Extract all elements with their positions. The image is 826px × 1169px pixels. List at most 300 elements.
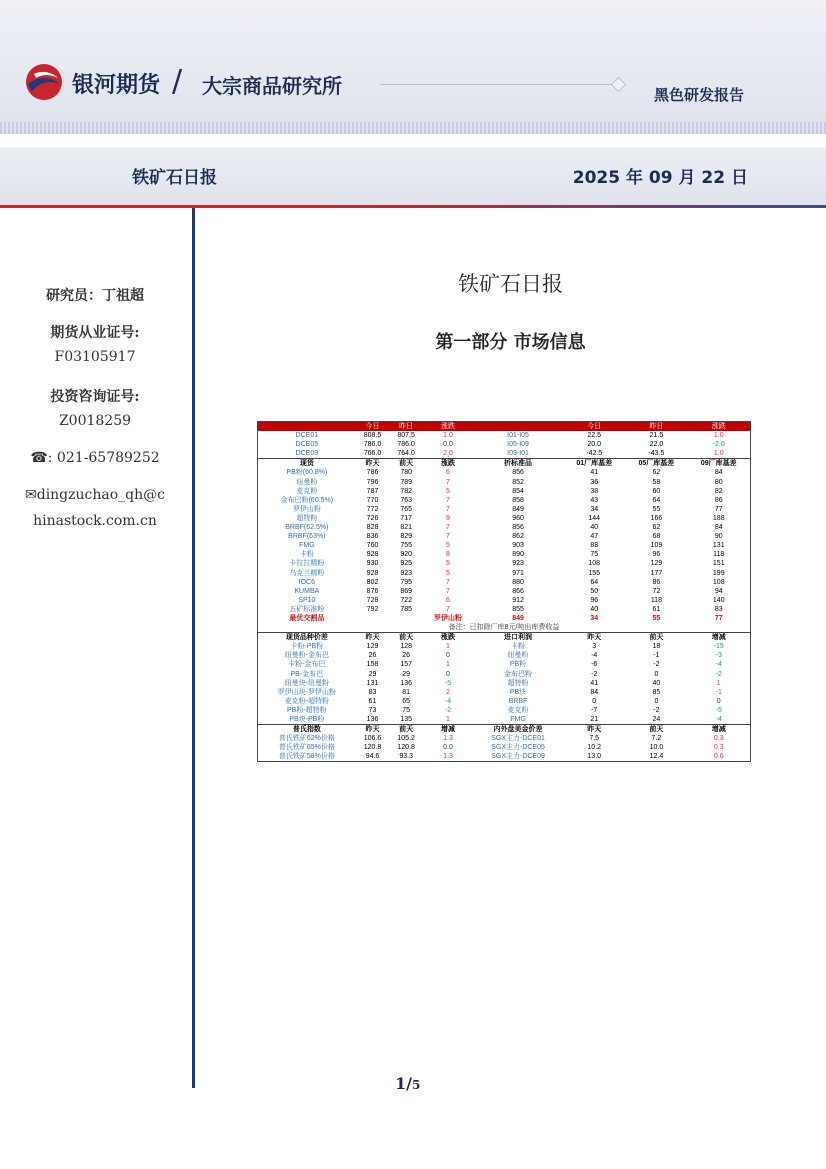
table-cell: 77 <box>714 505 723 513</box>
table-cell: 68 <box>652 533 661 541</box>
table-cell: 772 <box>366 505 379 513</box>
table-cell: -2 <box>591 670 598 678</box>
table-note: 备注：已扣除厂库8元/吨出库费收益 <box>448 624 560 632</box>
table-row <box>258 431 751 440</box>
table-cell: -4 <box>715 661 722 669</box>
table-cell: 726 <box>366 514 379 522</box>
table-cell: 47 <box>590 533 599 541</box>
table-cell: IOC6 <box>298 578 316 586</box>
table-cell: 65 <box>402 697 411 705</box>
table-cell: -4 <box>715 716 722 723</box>
column-header: 今日 <box>356 422 390 432</box>
email-line-2[interactable]: hinastock.com.cn <box>33 513 157 529</box>
table-cell: BRBF <box>508 697 528 705</box>
table-cell: 136 <box>400 679 412 687</box>
table-cell: 金布巴粉 <box>504 670 533 678</box>
table-cell: 140 <box>712 596 725 604</box>
page-total: 5 <box>411 1078 421 1092</box>
table-cell: 1.0 <box>443 432 453 440</box>
qualification-number: F03105917 <box>54 349 136 365</box>
table-cell: -2 <box>653 706 660 714</box>
column-header: 涨跌 <box>423 459 473 469</box>
column-header <box>473 422 563 432</box>
band-title: 铁矿石日报 <box>132 168 217 188</box>
table-row <box>258 715 751 725</box>
table-cell: SP10 <box>298 596 316 604</box>
email-line-1[interactable]: ✉dingzuchao_qh@c <box>25 487 165 503</box>
table-cell: 纽曼粉 <box>507 652 529 660</box>
qualification-label: 期货从业证号: <box>50 325 140 341</box>
column-header: 昨日 <box>625 422 687 432</box>
table-cell: 0.3 <box>713 744 724 752</box>
table-cell: 0.0 <box>443 441 453 449</box>
table-row <box>258 752 751 762</box>
table-cell: 普氏铁矿58%价格 <box>278 753 335 761</box>
table-cell: 50 <box>590 587 599 595</box>
table-cell: 0 <box>654 697 659 705</box>
table-row <box>258 743 751 752</box>
table-cell: PB粉 <box>509 661 527 669</box>
table-cell: 829 <box>400 533 412 541</box>
table-cell: 75 <box>402 706 411 714</box>
table-cell: 40 <box>590 524 599 532</box>
table-cell: 7 <box>446 587 450 595</box>
institute-name: 大宗商品研究所 <box>202 74 342 98</box>
column-header: 涨跌 <box>423 422 473 432</box>
column-header: 前天 <box>389 725 423 735</box>
table-cell: 96 <box>590 596 599 604</box>
table-row <box>258 605 751 614</box>
table-cell: 0 <box>654 670 659 678</box>
table-cell: 131 <box>366 679 379 687</box>
table-cell: 90 <box>714 533 723 541</box>
table-cell: -42.5 <box>586 450 603 458</box>
column-header: 现货 <box>258 459 356 469</box>
table-cell: 858 <box>512 496 524 504</box>
table-cell: 纽曼块-纽曼粉 <box>284 679 330 687</box>
table-cell: 64 <box>652 496 661 504</box>
table-cell: 84 <box>714 469 723 477</box>
table-cell: 923 <box>400 569 412 577</box>
table-cell: DCE05 <box>295 441 319 449</box>
table-cell: -5 <box>715 706 722 714</box>
table-row <box>258 541 751 550</box>
table-cell: 856 <box>512 524 524 532</box>
best-cell: 849 <box>512 614 524 622</box>
column-header <box>258 422 356 432</box>
table-cell: PB块-PB粉 <box>289 716 325 723</box>
column-header: 昨日 <box>389 422 423 432</box>
table-cell: 22.5 <box>587 432 602 440</box>
table-cell: 麦克粉 <box>507 706 529 714</box>
table-cell: 188 <box>712 514 725 522</box>
column-header: 涨跌 <box>688 422 751 432</box>
galaxy-logo-icon <box>24 62 64 102</box>
table-row <box>258 688 751 697</box>
table-cell: 821 <box>400 524 412 532</box>
table-cell: 8 <box>446 551 450 559</box>
table-cell: 62 <box>652 524 661 532</box>
table-cell: -6 <box>591 661 598 669</box>
report-date: 2025 年 09 月 22 日 <box>572 168 748 188</box>
table-cell: 10.0 <box>649 744 664 752</box>
table-row <box>258 550 751 559</box>
table-row <box>258 468 751 477</box>
table-cell: 61 <box>368 697 377 705</box>
table-cell: 13.0 <box>587 753 602 761</box>
table-cell: 0.0 <box>443 744 453 752</box>
table-cell: 75 <box>590 551 599 559</box>
table-cell: 869 <box>400 587 412 595</box>
table-cell: 849 <box>512 505 524 513</box>
table-cell: I05-I09 <box>507 441 529 449</box>
table-cell: FMG <box>510 716 526 723</box>
table-cell: 854 <box>512 487 524 495</box>
table-cell: 136 <box>366 716 379 723</box>
table-cell: -2.0 <box>712 441 725 449</box>
table-row <box>258 496 751 505</box>
table-cell: 157 <box>400 661 412 669</box>
best-cell: 34 <box>590 614 599 622</box>
table-row <box>258 679 751 688</box>
column-header: 昨天 <box>563 725 625 735</box>
table-cell: 卡粉-PB粉 <box>290 643 324 651</box>
table-cell: 120.8 <box>397 744 415 752</box>
table-header-row <box>258 633 751 643</box>
table-cell: 40 <box>590 605 599 613</box>
table-cell: 795 <box>400 578 412 586</box>
table-cell: 普氏铁矿65%价格 <box>278 744 335 752</box>
table-row <box>258 660 751 669</box>
table-cell: 0.6 <box>713 753 724 761</box>
table-cell: 766.0 <box>363 450 382 458</box>
table-cell: 5 <box>446 569 450 577</box>
table-cell: 808.5 <box>363 432 382 440</box>
table-cell: 1.3 <box>443 753 453 761</box>
table-cell: 29 <box>402 670 411 678</box>
table-cell: 785 <box>400 605 412 613</box>
table-cell: -3 <box>715 652 722 660</box>
table-cell: 38 <box>590 487 599 495</box>
best-cell: 77 <box>714 614 723 622</box>
table-cell: 29 <box>368 670 377 678</box>
table-cell: 128 <box>400 643 412 651</box>
table-cell: 786.0 <box>363 441 382 449</box>
table-cell: 84 <box>714 524 723 532</box>
table-cell: 0 <box>446 652 450 660</box>
table-cell: -15 <box>713 643 724 651</box>
table-cell: 177 <box>650 569 663 577</box>
table-cell: 3 <box>592 643 597 651</box>
table-cell: 155 <box>588 569 601 577</box>
table-row <box>258 734 751 743</box>
table-cell: 5 <box>446 560 450 568</box>
table-cell: 912 <box>512 596 524 604</box>
table-row <box>258 505 751 514</box>
table-cell: 151 <box>712 560 725 568</box>
column-header: 现货品种价差 <box>258 633 356 643</box>
table-cell: 10.2 <box>587 744 602 752</box>
table-cell: BRBF(62.5%) <box>285 524 329 532</box>
table-cell: 卡粉 <box>299 551 314 559</box>
table-cell: 21 <box>590 716 599 723</box>
table-cell: -2 <box>715 670 722 678</box>
table-cell: 118 <box>650 596 662 604</box>
table-cell: 199 <box>712 569 725 577</box>
column-header: 前天 <box>625 633 687 643</box>
table-cell: 135 <box>400 716 412 723</box>
table-cell: 88 <box>590 542 599 550</box>
table-cell: 755 <box>400 542 412 550</box>
table-cell: 0 <box>716 697 721 705</box>
table-cell: 58 <box>652 478 661 486</box>
column-header: 昨天 <box>356 459 390 469</box>
table-cell: 928 <box>366 551 379 559</box>
table-cell: PB块 <box>509 688 527 696</box>
table-cell: 卡拉拉精粉 <box>289 560 325 568</box>
table-cell: 166 <box>650 514 663 522</box>
table-cell: 770 <box>366 496 379 504</box>
table-cell: 866 <box>512 587 524 595</box>
table-cell: DCE09 <box>295 450 319 458</box>
table-cell: 1 <box>446 661 450 669</box>
table-cell: 118 <box>713 551 725 559</box>
table-cell: 罗伊山块-罗伊山粉 <box>277 688 337 696</box>
table-cell: 764.0 <box>397 450 415 458</box>
table-cell: 7.5 <box>589 735 600 743</box>
phone-number: ☎: 021-65789252 <box>30 450 160 466</box>
table-cell: 60 <box>652 487 661 495</box>
table-row <box>258 523 751 532</box>
table-cell: SGX主力-DCE01 <box>491 735 545 743</box>
table-cell: 920 <box>400 551 412 559</box>
table-cell: 84 <box>590 688 599 696</box>
section-heading: 第一部分 市场信息 <box>435 332 586 353</box>
table-row <box>258 706 751 715</box>
researcher-name: 研究员：丁祖超 <box>46 288 144 304</box>
table-cell: -2 <box>653 661 660 669</box>
column-header: 昨天 <box>356 725 390 735</box>
table-row <box>258 651 751 660</box>
table-cell: 856 <box>512 469 524 477</box>
table-cell: 925 <box>400 560 412 568</box>
best-delivery-row <box>258 614 751 623</box>
report-header <box>0 0 826 128</box>
table-cell: 5 <box>446 487 450 495</box>
header-stripe <box>0 122 826 134</box>
table-row <box>258 559 751 568</box>
best-cell: 55 <box>652 614 661 622</box>
investment-number: Z0018259 <box>58 413 132 429</box>
table-row <box>258 440 751 449</box>
table-cell: 7 <box>446 578 450 586</box>
table-cell: PB-金布巴 <box>290 670 324 678</box>
column-header: 昨天 <box>356 633 390 643</box>
table-cell: PB粉(60.8%) <box>286 469 328 477</box>
table-cell: 9 <box>446 514 450 522</box>
table-header-row <box>258 459 751 469</box>
table-cell: 960 <box>512 514 524 522</box>
column-header: 01厂库基差 <box>563 459 625 469</box>
table-cell: 21.5 <box>649 432 664 440</box>
table-cell: I09-I01 <box>507 450 529 458</box>
table-cell: BRBF(63%) <box>288 533 326 541</box>
table-cell: 2.0 <box>443 450 453 458</box>
table-cell: -4 <box>444 697 452 705</box>
note-row <box>258 623 751 633</box>
column-header: 09厂库基差 <box>688 459 751 469</box>
column-header: 增减 <box>688 725 751 735</box>
table-cell: 73 <box>368 706 377 714</box>
table-cell: 36 <box>590 478 599 486</box>
table-cell: 34 <box>590 505 599 513</box>
table-cell: 5 <box>446 542 450 550</box>
table-cell: 94 <box>714 587 723 595</box>
table-cell: -4 <box>591 652 598 660</box>
column-header: 前天 <box>625 725 687 735</box>
column-header: 增减 <box>423 725 473 735</box>
report-type: 黑色研发报告 <box>654 86 745 104</box>
table-cell: 792 <box>366 605 379 613</box>
table-row <box>258 697 751 706</box>
table-cell: 0 <box>446 670 450 678</box>
header-divider <box>0 205 826 208</box>
table-cell: 41 <box>590 469 599 477</box>
table-cell: 86 <box>714 496 723 504</box>
page-number <box>395 1074 420 1093</box>
best-cell <box>356 614 390 623</box>
table-cell: 卡粉-金布巴 <box>288 661 326 669</box>
table-cell: 105.2 <box>397 735 415 743</box>
table-cell: 1.0 <box>713 450 724 458</box>
table-cell: 106.6 <box>363 735 382 743</box>
table-cell: 62 <box>652 469 661 477</box>
table-cell: 880 <box>512 578 524 586</box>
table-cell: SGX主力-DCE05 <box>491 744 545 752</box>
table-row <box>258 514 751 523</box>
table-cell: 81 <box>402 688 411 696</box>
table-cell: 855 <box>512 605 524 613</box>
table-cell: 6 <box>446 469 450 477</box>
table-cell: -1 <box>653 652 660 660</box>
table-cell: 789 <box>400 478 412 486</box>
table-cell: 7.2 <box>651 735 662 743</box>
table-cell: 763 <box>400 496 412 504</box>
table-cell: 1.0 <box>713 432 724 440</box>
column-header: 今日 <box>563 422 625 432</box>
market-info-table <box>257 421 751 762</box>
table-cell: 麦克粉-超特粉 <box>284 697 330 705</box>
best-cell: 最优交割品 <box>289 614 325 622</box>
table-cell: 7 <box>446 524 450 532</box>
table-cell: -43.5 <box>648 450 665 458</box>
table-cell: 1.3 <box>443 735 453 743</box>
table-cell: 40 <box>652 679 661 687</box>
table-cell: 876 <box>366 587 379 595</box>
table-cell: 85 <box>652 688 661 696</box>
table-cell: 86 <box>652 578 661 586</box>
table-cell: 1 <box>716 679 721 687</box>
table-cell: 24 <box>652 716 661 723</box>
table-cell: -5 <box>444 679 452 687</box>
table-cell: 129 <box>650 560 663 568</box>
table-cell: 1 <box>446 643 450 651</box>
table-cell: 108 <box>588 560 601 568</box>
table-cell: 12.4 <box>649 753 664 761</box>
table-cell: 765 <box>400 505 412 513</box>
table-cell: 7 <box>446 496 450 504</box>
table-cell: 131 <box>712 542 725 550</box>
best-cell <box>389 614 423 623</box>
table-row <box>258 532 751 541</box>
table-cell: 43 <box>590 496 599 504</box>
page-title: 铁矿石日报 <box>458 272 563 296</box>
table-cell: 120.8 <box>363 744 382 752</box>
table-cell: 928 <box>366 569 379 577</box>
table-header-row <box>258 725 751 735</box>
table-row <box>258 670 751 679</box>
table-row <box>258 587 751 596</box>
table-cell: 22.0 <box>649 441 664 449</box>
brand-separator: / <box>172 64 183 99</box>
table-cell: 6 <box>446 596 450 604</box>
page-current: 1/ <box>395 1074 412 1093</box>
table-row <box>258 578 751 587</box>
table-cell: 786.0 <box>397 441 415 449</box>
table-cell: 2 <box>446 688 450 696</box>
table-cell: 787 <box>366 487 379 495</box>
table-cell: 94.6 <box>365 753 380 761</box>
table-row <box>258 642 751 651</box>
table-cell: 罗伊山粉 <box>292 505 321 513</box>
table-cell: -2 <box>444 706 452 714</box>
table-cell: 717 <box>400 514 412 522</box>
table-cell: I01-I05 <box>507 432 529 440</box>
table-cell: SGX主力-DCE09 <box>491 753 545 761</box>
table-cell: 930 <box>366 560 379 568</box>
table-row <box>258 569 751 578</box>
table-cell: 7 <box>446 478 450 486</box>
table-cell: 五矿标准粉 <box>289 605 325 613</box>
column-header: 折标准品 <box>473 459 563 469</box>
table-cell: 890 <box>512 551 524 559</box>
table-cell: 93.3 <box>399 753 413 761</box>
column-header: 内外盘美金价差 <box>473 725 563 735</box>
decor-line <box>380 84 616 85</box>
investment-label: 投资咨询证号: <box>50 389 140 405</box>
table-cell: 7 <box>446 605 450 613</box>
column-header: 前天 <box>389 633 423 643</box>
table-cell: 7 <box>446 505 450 513</box>
table-cell: 96 <box>652 551 661 559</box>
column-header: 普氏指数 <box>258 725 356 735</box>
column-header: 涨跌 <box>423 633 473 643</box>
table-cell: 782 <box>400 487 412 495</box>
table-cell: 780 <box>400 469 412 477</box>
table-cell: 26 <box>402 652 411 660</box>
table-cell: 超特粉 <box>507 679 529 687</box>
table-cell: -1 <box>715 688 722 696</box>
table-cell: 862 <box>512 533 524 541</box>
table-cell: PB粉-超特粉 <box>287 706 327 714</box>
table-cell: 728 <box>366 596 379 604</box>
table-cell: 836 <box>366 533 379 541</box>
table-row <box>258 478 751 487</box>
table-cell: 超特粉 <box>296 514 318 522</box>
best-cell: 罗伊山粉 <box>433 614 462 622</box>
column-header: 昨天 <box>563 633 625 643</box>
table-cell: 852 <box>512 478 524 486</box>
